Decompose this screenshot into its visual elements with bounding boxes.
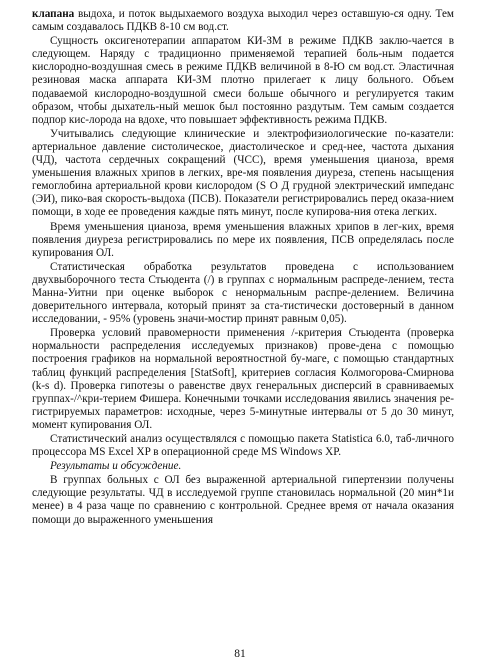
paragraph-oxygen-therapy: Сущность оксигенотерапии аппаратом КИ-ЗМ в режиме ПДКВ заклю-чается в следующем. Наряду с традиционно применяемой терапией боль-ным подается кислородно-воздушная смесь в режиме ПДКВ величиной в 8-Ю см вод.ст. Эластичная резиновая маска аппарата КИ-ЗМ плотно прилегает к лицу больного. Объем подаваемой кислородно-воздушной смеси больше обычного и регулируется таким образом, чтобы дыхатель-ный мешок был постоянно раздутым. Тем самым создается подпор кис-лорода на вдохе, что повышает эффективность режима ПДКВ. — [32, 35, 454, 126]
paragraph-indicators: Учитывались следующие клинические и электрофизиологические по-казатели: артериальное давление систолическое, диастолическое и сред-нее, частота дыхания (ЧД), частота сердечных сокращений (ЧСС), время уменьшения цианоза, время уменьшения влажных хрипов в легких, вре-мя появления диуреза, степень насыщения гемоглобина артериальной крови кислородом (S О Д грудной электрический импеданс (ЭИ), пико-вая скорость-выдоха (ПСВ). Показатели регистрировались перед оказа-нием помощи, в ходе ее проведения каждые пять минут, после купирова-ния отека легких. — [32, 127, 454, 219]
paragraph-text: выдоха, и поток выдыхаемого воздуха выходил через оставшую-ся одну. Тем самым создавалось ПДКВ 8-10 см вод.ст. — [32, 8, 454, 34]
lead-word: клапана — [32, 8, 75, 20]
paragraph-statistics: Статистическая обработка результатов проведена с использованием двухвыборочного теста Стьюдента (/) в группах с нормальным распреде-лением, теста Манна-Уитни при оценке выборок с ненормальным распре-делением. Величина доверительного интервала, который принят за ста-тистически достоверный в данном исследовании, - 95% (уровень значи-мостир принят равным 0,05). — [32, 260, 454, 326]
page-number: 81 — [234, 648, 246, 660]
paragraph-registration: Время уменьшения цианоза, время уменьшения влажных хрипов в лег-ких, время появления диуреза регистрировались по мере их появления, ПСВ определялась после купирования ОЛ. — [32, 220, 454, 259]
paragraph-continuation — [32, 8, 454, 34]
paragraph-validity-check: Проверка условий правомерности применения /-критерия Стьюдента (проверка нормальности распределения исследуемых признаков) прове-дена с помощью построения графиков на нормальной вероятностной бу-маге, с помощью стандартных таблиц функций распределения [StatSoft], критериев согласия Колмогорова-Смирнова (k-s d). Проверка гипотезы о равенстве двух генеральных дисперсий в сравниваемых группах-/^кри-терием Фишера. Конечными точками исследования явились значения ре-гистрируемых параметров: исходные, через 5-минутные интервалы от 5 до 30 минут, момент купирования ОЛ. — [32, 327, 454, 431]
section-heading-results: Результаты и обсуждение. — [50, 460, 182, 473]
paragraph-results: В группах больных с ОЛ без выраженной артериальной гипертензии получены следующие результаты. ЧД в исследуемой группе становилась нормальной (20 мин*1и менее) в 4 раза чаще по сравнению с контрольной. Среднее время от начала оказания помощи до выраженного уменьшения — [32, 474, 454, 526]
paragraph-software: Статистический анализ осуществлялся с помощью пакета Statistica 6.0, таб-личного процессора MS Excel XP в операционной среде MS Windows XP. — [32, 433, 454, 459]
page-text-body — [32, 8, 454, 528]
